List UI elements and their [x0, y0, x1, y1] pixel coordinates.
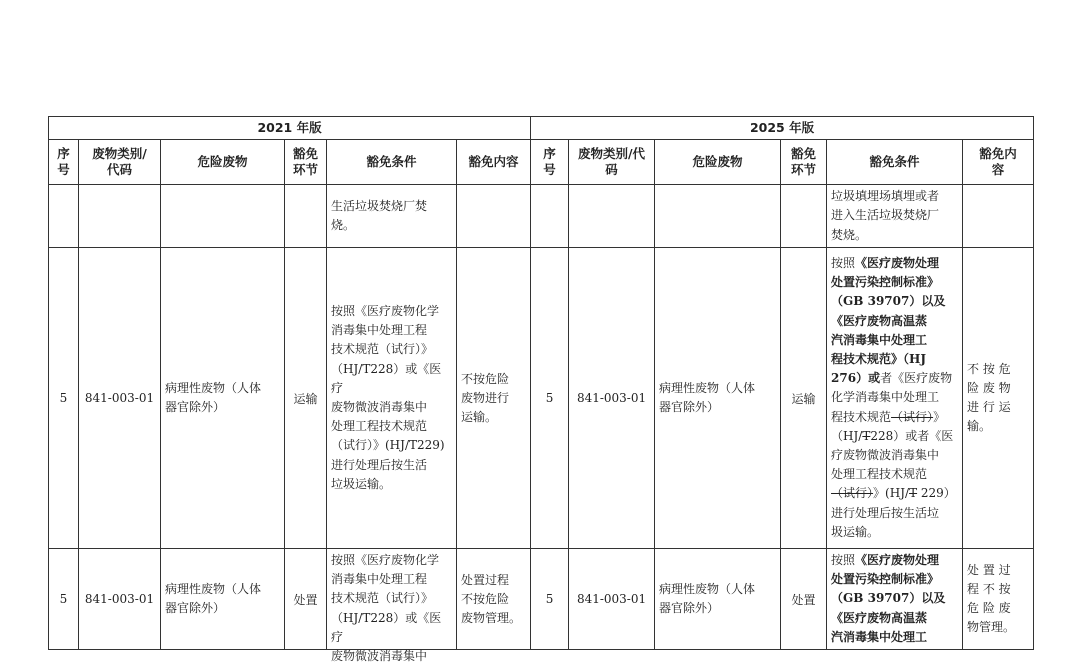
content-cell-right: 处 置 过 程 不 按 危 险 废 物管理。: [963, 549, 1034, 650]
stage-cell-left: 运输: [285, 248, 327, 549]
col-condition-right: 豁免条件: [827, 140, 963, 185]
code-cell-left: 841-003-01: [79, 248, 161, 549]
stage-cell-right: 运输: [781, 248, 827, 549]
stage-cell-right: 处置: [781, 549, 827, 650]
col-stage-left: 豁免 环节: [285, 140, 327, 185]
waste-cell-left: 病理性废物（人体 器官除外）: [161, 248, 285, 549]
table-row: [49, 185, 1034, 248]
seq-cell-left: 5: [49, 549, 79, 650]
exemption-comparison-table: [48, 116, 1034, 664]
code-cell-right: 841-003-01: [569, 248, 655, 549]
highlighted-text: 《医疗废物处理 处置污染控制标准》 （GB 39707）以及 《医疗废物高温蒸 汽消毒集中处理工 程技术规范》（HJ 276）或: [831, 255, 946, 386]
code-cell-right: 841-003-01: [569, 549, 655, 650]
struck-text: （试行）: [891, 409, 934, 424]
table-row: [49, 248, 1034, 549]
col-content-left: 豁免内容: [457, 140, 531, 185]
condition-cell-right: 垃圾填埋场填埋或者 进入生活垃圾焚烧厂 焚烧。: [827, 185, 963, 248]
col-seq-left: 序 号: [49, 140, 79, 185]
col-waste-left: 危险废物: [161, 140, 285, 185]
col-stage-right: 豁免 环节: [781, 140, 827, 185]
waste-cell-right: 病理性废物（人体 器官除外）: [655, 549, 781, 650]
seq-cell-right: 5: [531, 549, 569, 650]
col-condition-left: 豁免条件: [327, 140, 457, 185]
col-content-right: 豁免内 容: [963, 140, 1034, 185]
version-2021-header: 2021 年版: [49, 117, 531, 140]
col-category-left: 废物类别/ 代码: [79, 140, 161, 185]
seq-cell-left: 5: [49, 248, 79, 549]
highlighted-text: 《医疗废物处理 处置污染控制标准》 （GB 39707）以及 《医疗废物高温蒸 汽消毒集中处理工: [831, 553, 946, 644]
content-cell-left: 处置过程 不按危险 废物管理。: [457, 549, 531, 650]
col-seq-right: 序 号: [531, 140, 569, 185]
waste-cell-right: 病理性废物（人体 器官除外）: [655, 248, 781, 549]
condition-cell-right: 按照《医疗废物处理 处置污染控制标准》 （GB 39707）以及 《医疗废物高温蒸 汽消毒集中处理工: [827, 549, 963, 650]
condition-cell-left: 生活垃圾焚烧厂焚 烧。: [327, 185, 457, 248]
stage-cell-left: 处置: [285, 549, 327, 650]
condition-cell-right: 按照《医疗废物处理 处置污染控制标准》 （GB 39707）以及 《医疗废物高温蒸 汽消毒集中处理工 程技术规范》（HJ 276）或者《医疗废物 化学消毒集中处理工 程技术规范（试行）》 （HJ/T228）或者《医 疗废物微波消毒集中 处理工程技术规范 （试行）》(HJ/T 229） 进行处理后按生活垃 圾运输。: [827, 248, 963, 549]
code-cell-left: 841-003-01: [79, 549, 161, 650]
table-row: [49, 549, 1034, 650]
seq-cell-right: 5: [531, 248, 569, 549]
condition-cell-left: 按照《医疗废物化学 消毒集中处理工程 技术规范（试行）》 （HJ/T228）或《医疗 废物微波消毒集中 处理工程技术规范 （试行）》(HJ/T229) 进行处理后按生活 垃圾运输。: [327, 248, 457, 549]
struck-text: T: [909, 486, 918, 501]
content-cell-right: 不 按 危 险 废 物 进 行 运 输。: [963, 248, 1034, 549]
waste-cell-left: 病理性废物（人体 器官除外）: [161, 549, 285, 650]
struck-text: T: [862, 428, 871, 443]
col-category-right: 废物类别/代 码: [569, 140, 655, 185]
content-cell-left: 不按危险 废物进行 运输。: [457, 248, 531, 549]
col-waste-right: 危险废物: [655, 140, 781, 185]
version-2025-header: 2025 年版: [531, 117, 1034, 140]
struck-text: （试行）: [831, 486, 874, 501]
condition-cell-left: 按照《医疗废物化学 消毒集中处理工程 技术规范（试行）》 （HJ/T228）或《医疗 废物微波消毒集中: [327, 549, 457, 650]
